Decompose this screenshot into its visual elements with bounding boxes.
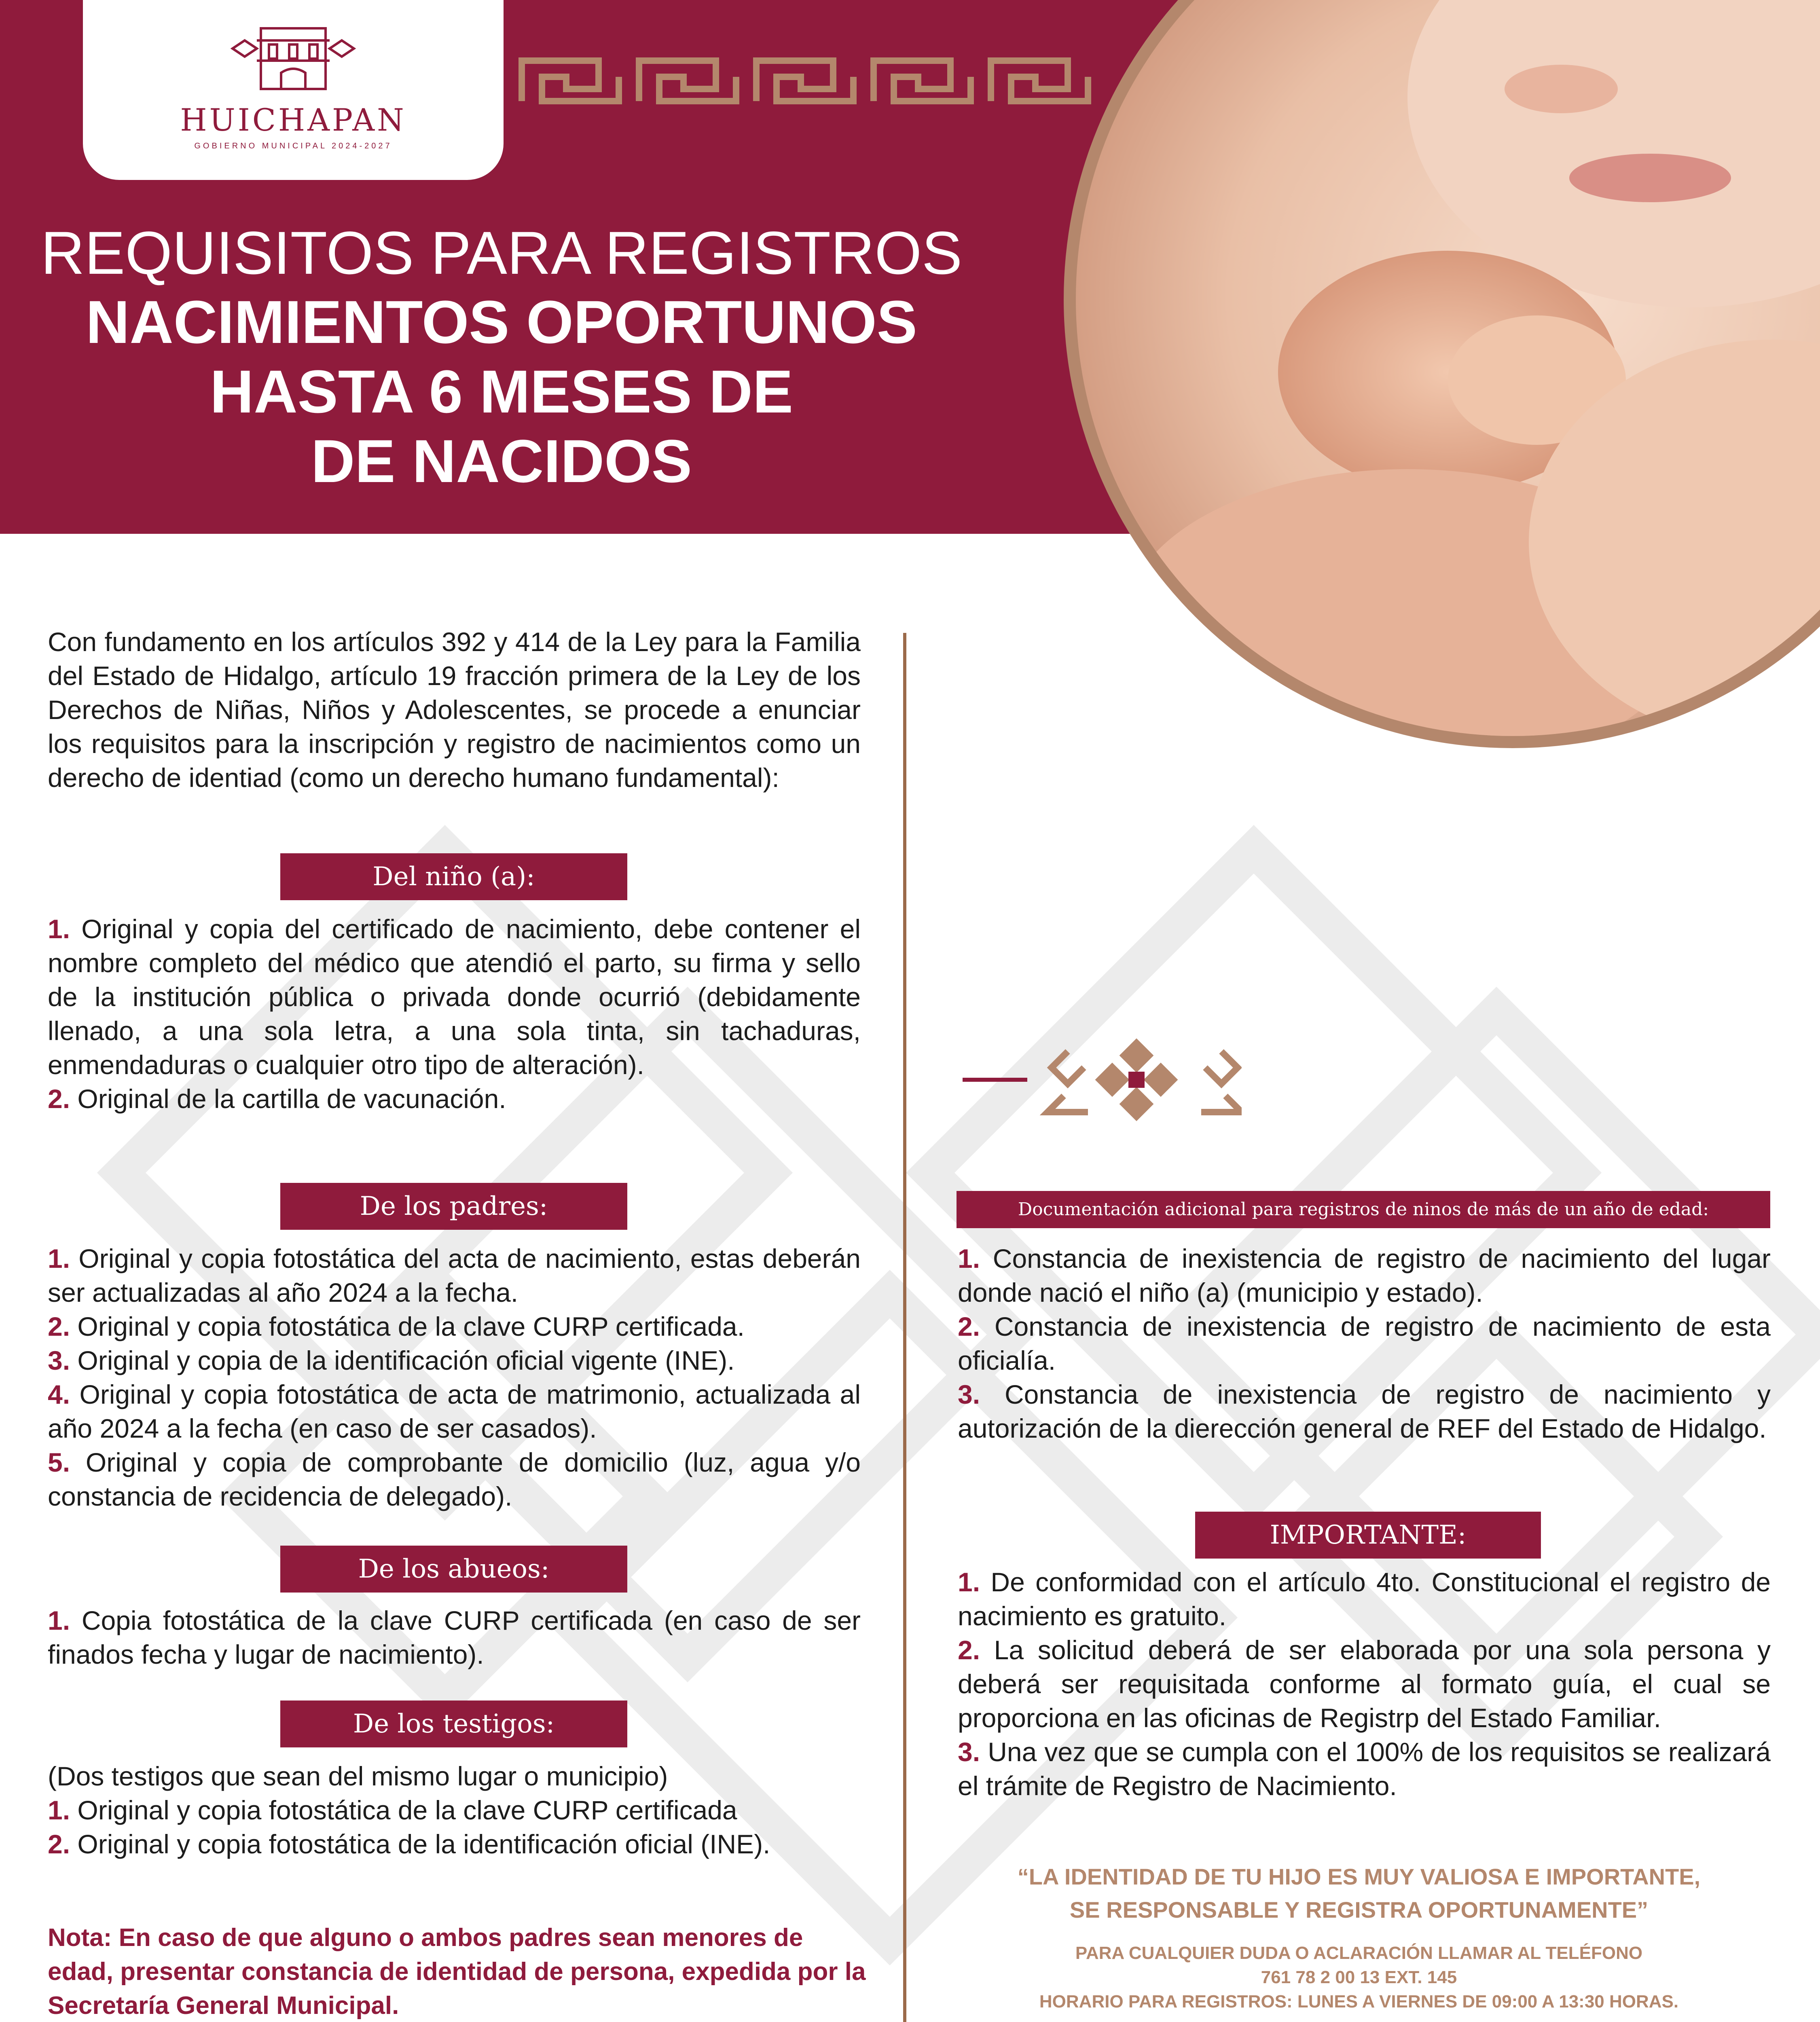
greek-fret-icon	[518, 53, 1124, 113]
list-importante	[958, 1565, 1771, 1803]
quote-line-1: “LA IDENTIDAD DE TU HIJO ES MUY VALIOSA E IMPORTANTE,	[1017, 1864, 1701, 1889]
list-item: 4. Original y copia fotostática de acta de matrimonio, actualizada al año 2024 a la fecha (en caso de ser casados).	[48, 1379, 861, 1443]
heading-padres: De los padres:	[280, 1183, 627, 1230]
list-item: 3. Original y copia de la identificación oficial vigente (INE).	[48, 1345, 735, 1375]
heading-adicional: Documentación adicional para registros de ninos de más de un año de edad:	[957, 1191, 1770, 1228]
heading-importante: IMPORTANTE:	[1195, 1512, 1541, 1559]
list-item: 1. Constancia de inexistencia de registro de nacimiento del lugar donde nació el niño (a) (municipio y estado).	[958, 1244, 1771, 1307]
quote-line-2: SE RESPONSABLE Y REGISTRA OPORTUNAMENTE”	[1069, 1897, 1649, 1923]
logo-name: HUICHAPAN	[180, 102, 406, 138]
list-testigos	[48, 1759, 861, 1861]
list-item: 2. Original y copia fotostática de la identificación oficial (INE).	[48, 1829, 770, 1859]
nota-text: Nota: En caso de que alguno o ambos padres sean menores de edad, presentar constancia de identidad de persona, expedida por la Secretaría General Municipal.	[48, 1924, 866, 2020]
list-item: 1. Original y copia fotostática de la clave CURP certificada	[48, 1795, 737, 1825]
list-item: 1. Original y copia del certificado de nacimiento, debe contener el nombre completo del médico que atendió el parto, su firma y sello de la institución pública o privada donde ocurrió (debidamente llenado, a una sola letra, a una sola tinta, sin tachaduras, enmendaduras o cualquier otro tipo de alteración).	[48, 914, 861, 1080]
list-adicional	[958, 1242, 1771, 1445]
list-item: 2. Original y copia fotostática de la clave CURP certificada.	[48, 1311, 745, 1341]
title-line-2: NACIMIENTOS OPORTUNOS	[86, 288, 917, 356]
list-item: 2. Constancia de inexistencia de registro de nacimiento de esta oficialía.	[958, 1311, 1771, 1375]
title-line-3: HASTA 6 MESES DE	[210, 357, 793, 425]
intro-paragraph: Con fundamento en los artículos 392 y 414 de la Ley para la Familia del Estado de Hidalgo, artículo 19 fracción primera de la Ley de los Derechos de Niñas, Niños y Adolescentes, se procede a enunciar los requisitos para la inscripción y registro de nacimientos como un derecho de identiad (como un derecho humano fundamental):	[48, 627, 861, 793]
building-facade-icon	[224, 16, 362, 97]
logo-subtitle: GOBIERNO MUNICIPAL 2024-2027	[194, 142, 392, 150]
list-item: 1. De conformidad con el artículo 4to. Constitucional el registro de nacimiento es gratuito.	[958, 1567, 1771, 1631]
contact-line-1: PARA CUALQUIER DUDA O ACLARACIÓN LLAMAR AL TELÉFONO	[1075, 1943, 1643, 1963]
list-item: 5. Original y copia de comprobante de domicilio (luz, agua y/o constancia de recidencia de delegado).	[48, 1447, 861, 1511]
list-item: 3. Una vez que se cumpla con el 100% de los requisitos se realizará el trámite de Registro de Nacimiento.	[958, 1737, 1771, 1801]
quote	[963, 1860, 1755, 1927]
heading-testigos: De los testigos:	[280, 1701, 627, 1747]
list-abuelos	[48, 1603, 861, 1671]
floral-ornament-icon	[959, 1027, 1242, 1132]
list-item: 1. Original y copia fotostática del acta de nacimiento, estas deberán ser actualizadas al año 2024 a la fecha.	[48, 1244, 861, 1307]
title-line-4: DE NACIDOS	[311, 427, 692, 495]
list-padres	[48, 1242, 861, 1513]
heading-nino: Del niño (a):	[280, 853, 627, 900]
list-item: 2. La solicitud deberá de ser elaborada por una sola persona y deberá ser requisitada conforme al formato guía, el cual se proporciona en las oficinas de Registrp del Estado Familiar.	[958, 1635, 1771, 1733]
heading-abuelos: De los abueos:	[280, 1546, 627, 1593]
contact-phone: 761 78 2 00 13 EXT. 145	[1261, 1967, 1457, 1987]
contact-info	[963, 1941, 1755, 2014]
list-item: 3. Constancia de inexistencia de registro de nacimiento y autorización de la dierección general de REF del Estado de Hidalgo.	[958, 1379, 1771, 1443]
page-title	[16, 218, 987, 496]
list-item: 1. Copia fotostática de la clave CURP certificada (en caso de ser finados fecha y lugar de nacimiento).	[48, 1605, 861, 1669]
column-divider	[903, 633, 906, 2022]
title-line-1: REQUISITOS PARA REGISTROS	[40, 219, 963, 287]
testigos-note: (Dos testigos que sean del mismo lugar o municipio)	[48, 1761, 668, 1791]
list-item: 2. Original de la cartilla de vacunación.	[48, 1084, 506, 1114]
contact-hours: HORARIO PARA REGISTROS: LUNES A VIERNES DE 09:00 A 13:30 HORAS.	[1039, 1992, 1679, 2011]
list-nino	[48, 912, 861, 1116]
baby-photo	[1043, 0, 1820, 785]
